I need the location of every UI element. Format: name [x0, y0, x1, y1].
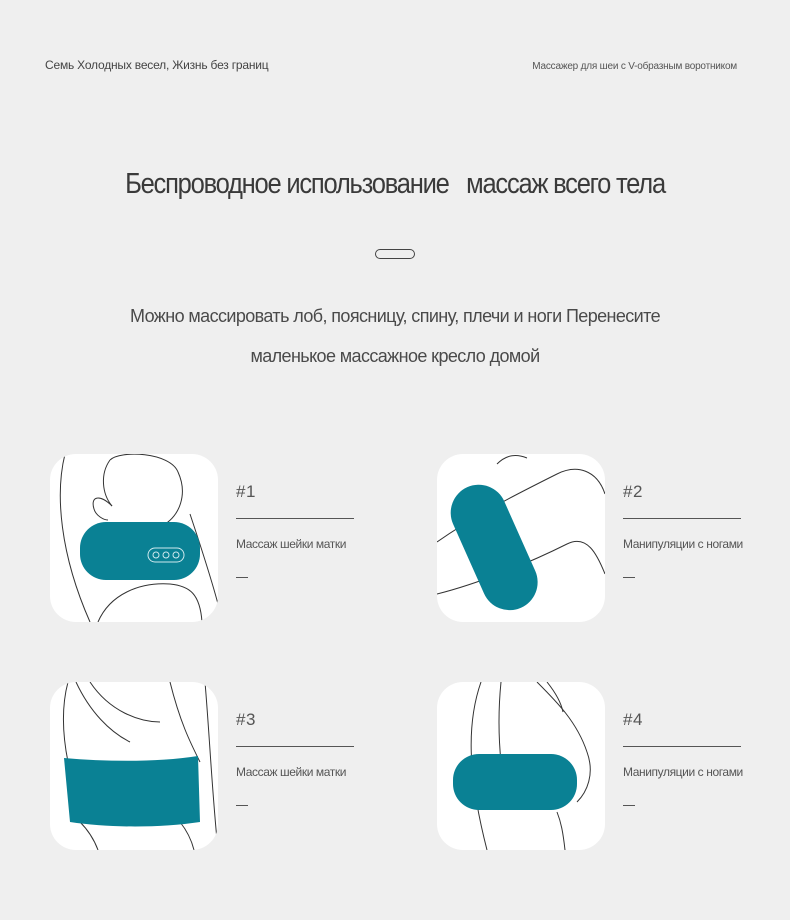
title-divider	[375, 249, 415, 259]
feature-label: Манипуляции с ногами	[623, 537, 743, 551]
feature-dash	[623, 577, 635, 578]
leg-massage-illustration	[437, 682, 605, 850]
feature-number: #2	[623, 482, 643, 501]
feature-label: Массаж шейки матки	[236, 765, 347, 779]
feature-label: Манипуляции с ногами	[623, 765, 743, 779]
feature-number: #3	[236, 710, 256, 729]
feature-4	[623, 710, 743, 806]
feature-dash	[236, 805, 248, 806]
feature-divider	[236, 518, 354, 519]
subtitle-line-1: Можно массировать лоб, поясницу, спину, плечи и ноги Перенесите	[130, 306, 660, 326]
waist-massage-illustration	[50, 682, 218, 850]
page-title: Беспроводное использование массаж всего тела	[125, 168, 665, 200]
neck-massage-illustration	[50, 454, 218, 622]
arm-massage-illustration	[437, 454, 605, 622]
product-name: Массажер для шеи с V-образным воротником	[532, 61, 737, 72]
feature-divider	[623, 746, 741, 747]
feature-dash	[236, 577, 248, 578]
feature-number: #4	[623, 710, 643, 729]
feature-number: #1	[236, 482, 256, 501]
feature-label: Массаж шейки матки	[236, 537, 347, 551]
feature-3	[236, 710, 356, 806]
subtitle-line-2: маленькое массажное кресло домой	[250, 346, 540, 366]
feature-divider	[623, 518, 741, 519]
page-subtitle	[0, 296, 790, 376]
brand-slogan: Семь Холодных весел, Жизнь без границ	[45, 58, 269, 72]
feature-dash	[623, 805, 635, 806]
feature-divider	[236, 746, 354, 747]
feature-1	[236, 482, 356, 578]
feature-2	[623, 482, 743, 578]
